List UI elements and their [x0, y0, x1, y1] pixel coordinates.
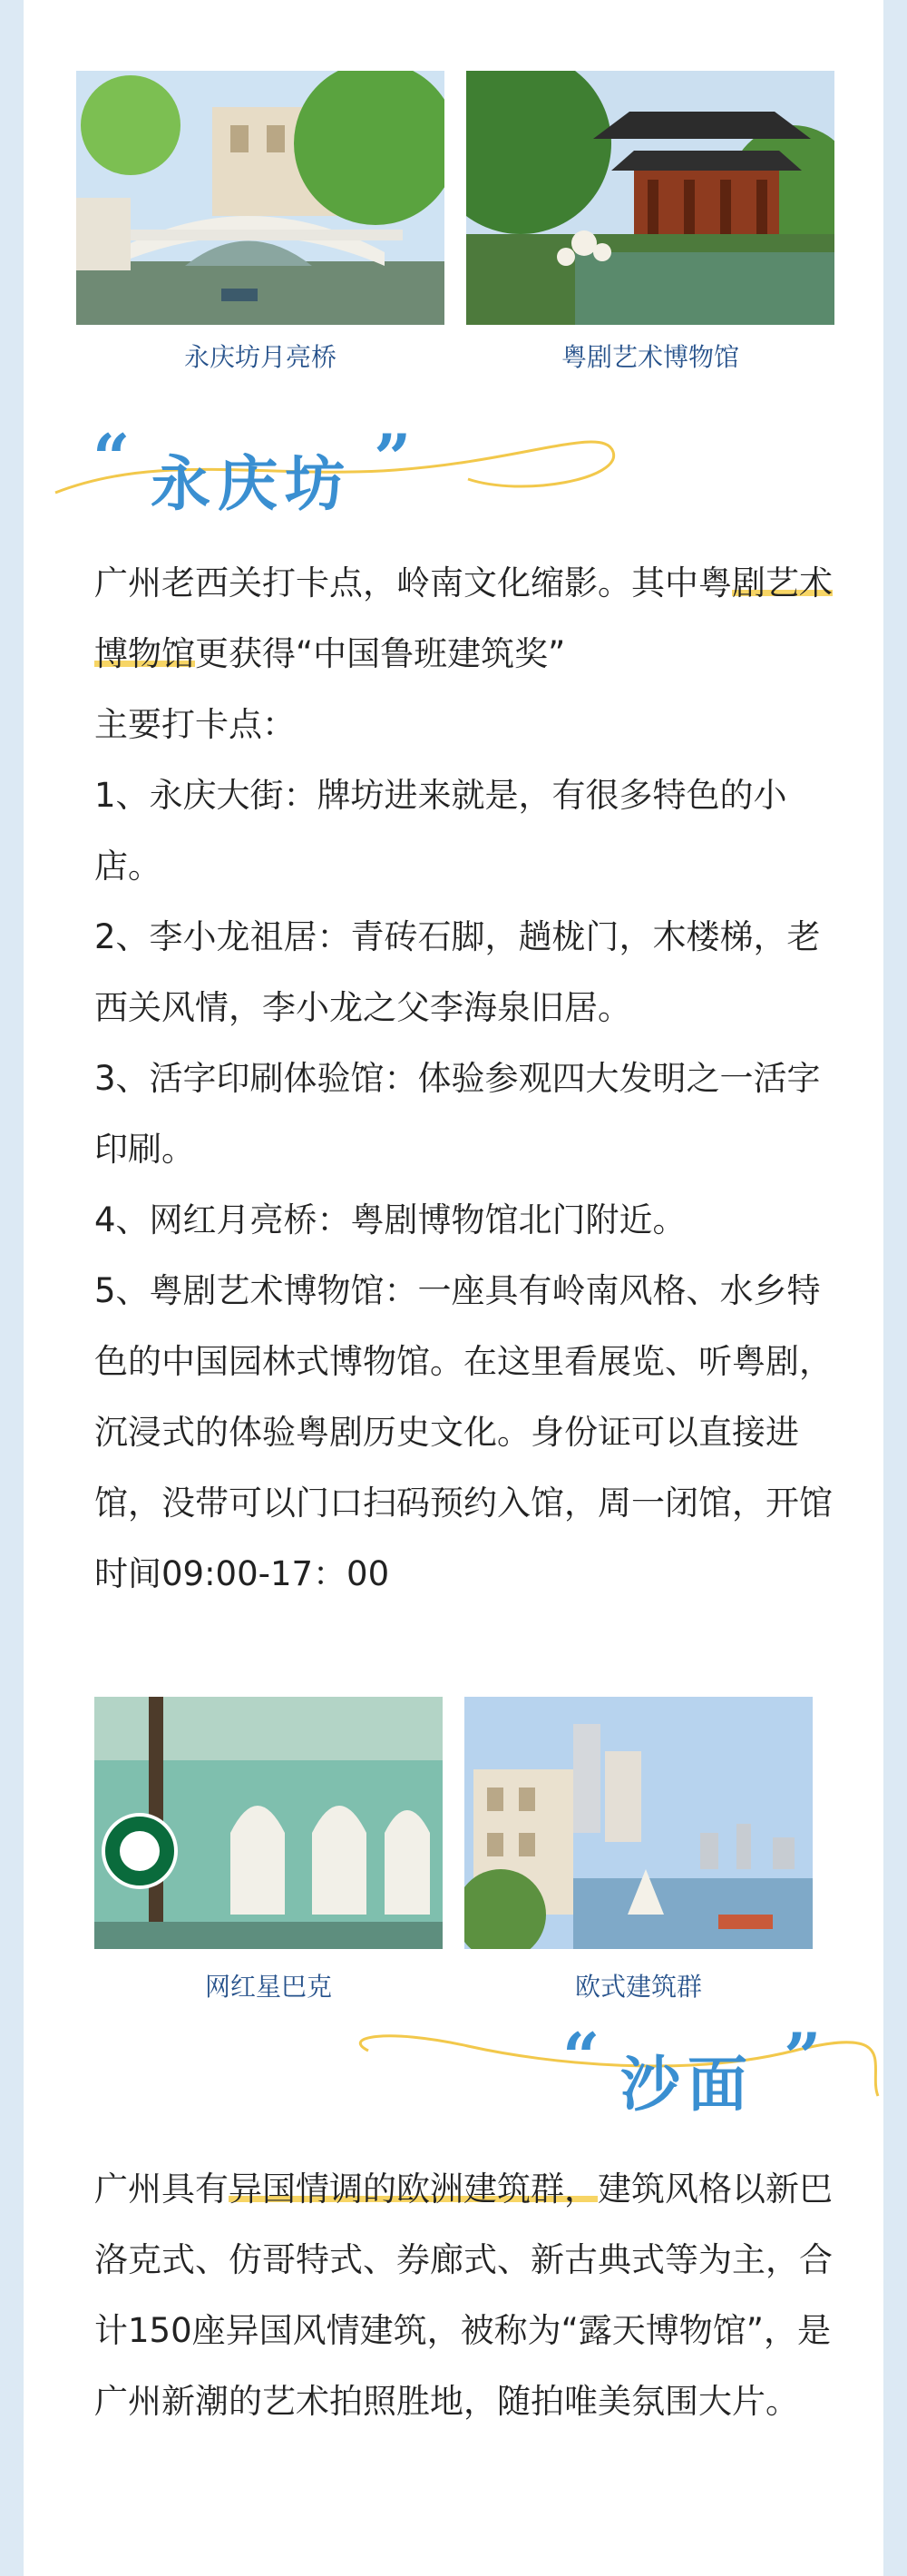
section-body — [94, 2154, 847, 2437]
photo-caption: 网红星巴克 — [204, 1972, 332, 2002]
pavilion-photo — [466, 71, 834, 325]
intro-text: 广州老西关打卡点，岭南文化缩影。其中粤 — [94, 563, 732, 602]
list-item: 5、粤剧艺术博物馆：一座具有岭南风格、水乡特色的中国园林式博物馆。在这里看展览、听粤剧，沉浸式的体验粤剧历史文化。身份证可以直接进馆，没带可以门口扫码预约入馆，周一闭馆，开馆时间09:00-17：00 — [94, 1271, 833, 1593]
intro-text: 广州具有 — [94, 2170, 229, 2209]
photo-caption: 永庆坊月亮桥 — [183, 342, 336, 372]
list-item: 2、李小龙祖居：青砖石脚，趟栊门，木楼梯，老西关风情，李小龙之父李海泉旧居。 — [94, 917, 821, 1027]
section-title: 永庆坊 — [151, 448, 352, 519]
intro-text: 建筑风格以新巴洛克式、仿哥特式、券廊式、新古典式等为主，合计150座异国风情建筑，被称为“露天博物馆”，是广州新潮的艺术拍照胜地，随拍唯美氛围大片。 — [94, 2170, 833, 2421]
photo-caption: 粤剧艺术博物馆 — [561, 342, 739, 372]
intro-paragraph — [94, 548, 847, 690]
european-buildings-photo — [464, 1697, 813, 1949]
list-item: 3、活字印刷体验馆：体验参观四大发明之一活字印刷。 — [94, 1059, 821, 1169]
content-card — [24, 0, 883, 2576]
intro-text: 更获得“中国鲁班建筑奖” — [195, 634, 566, 673]
subheading: 主要打卡点： — [94, 705, 296, 744]
open-quote-icon: “ — [562, 2018, 600, 2095]
close-quote-icon: ” — [784, 2018, 822, 2095]
bridge-photo — [76, 71, 444, 325]
photo-caption: 欧式建筑群 — [574, 1972, 702, 2002]
section-body — [94, 548, 847, 1610]
close-quote-icon: ” — [374, 419, 412, 496]
section-title: 沙面 — [620, 2049, 755, 2120]
list-item: 1、永庆大街：牌坊进来就是，有很多特色的小店。 — [94, 776, 787, 886]
intro-paragraph — [94, 2154, 847, 2437]
highlighted-text: 剧艺术博物馆 — [94, 563, 833, 673]
list-item: 4、网红月亮桥：粤剧博物馆北门附近。 — [94, 1200, 687, 1239]
starbucks-photo — [94, 1697, 443, 1949]
highlighted-text: 异国情调的欧洲建筑群， — [229, 2170, 598, 2209]
open-quote-icon: “ — [93, 419, 131, 496]
